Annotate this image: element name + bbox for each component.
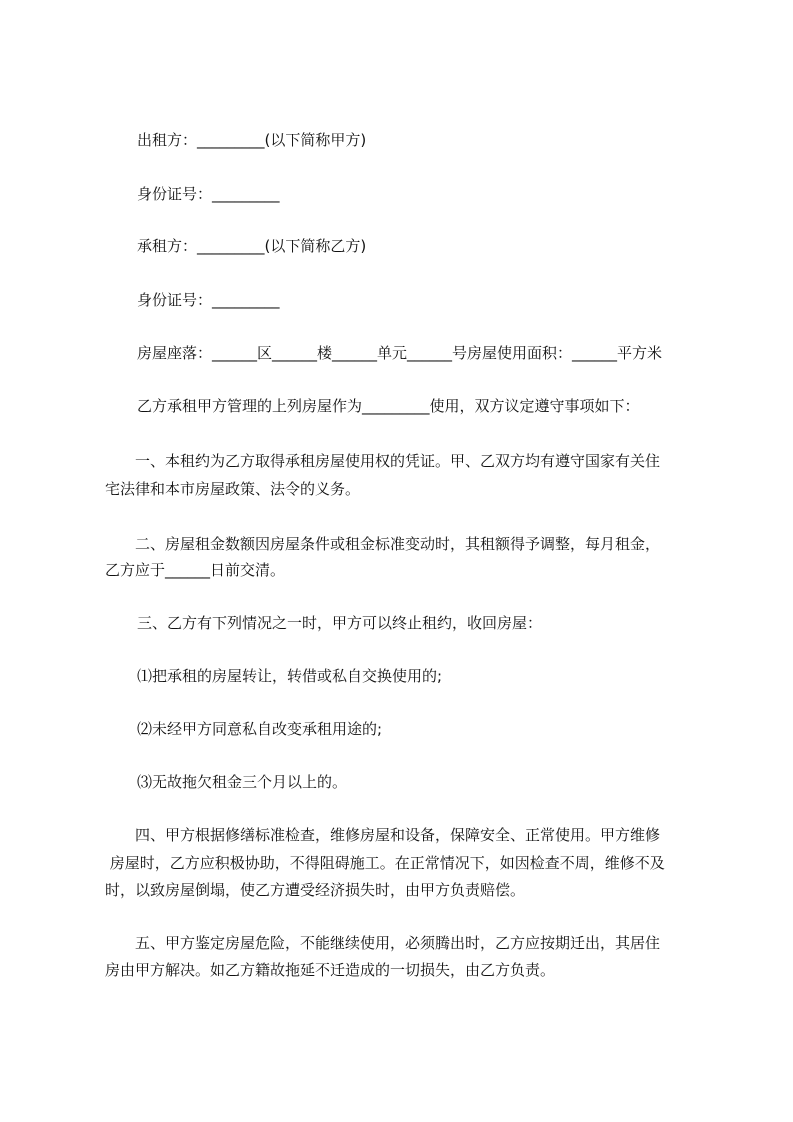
clause-4-line-1: 四、甲方根据修缮标准检查，维修房屋和设备，保障安全、正常使用。甲方维修 (135, 826, 661, 844)
lessor-id-line: 身份证号：_________ (137, 185, 280, 203)
lessee-line: 承租方：_________(以下简称乙方) (137, 237, 367, 255)
clause-3-item-2: ⑵未经甲方同意私自改变承租用途的; (137, 720, 383, 738)
clause-4-line-2: 房屋时，乙方应积极协助，不得阻碍施工。在正常情况下，如因检查不周，维修不及 (105, 854, 665, 872)
intro-line: 乙方承租甲方管理的上列房屋作为_________使用，双方议定遵守事项如下： (137, 397, 640, 415)
clause-3-item-1: ⑴把承租的房屋转让，转借或私自交换使用的; (137, 667, 443, 685)
lessee-id-line: 身份证号：_________ (137, 291, 280, 309)
clause-3-item-3: ⑶无故拖欠租金三个月以上的。 (137, 773, 348, 791)
clause-2-line-1: 二、房屋租金数额因房屋条件或租金标准变动时，其租额得予调整，每月租金， (135, 535, 661, 553)
clause-2-line-2: 乙方应于______日前交清。 (105, 561, 286, 579)
clause-1-line-1: 一、本租约为乙方取得承租房屋使用权的凭证。甲、乙双方均有遵守国家有关住 (135, 452, 661, 470)
clause-3-line: 三、乙方有下列情况之一时，甲方可以终止租约，收回房屋： (137, 614, 543, 632)
clause-1-line-2: 宅法律和本市房屋政策、法令的义务。 (105, 480, 361, 498)
clause-5-line-1: 五、甲方鉴定房屋危险，不能继续使用，必须腾出时，乙方应按期迁出，其居住 (135, 934, 661, 952)
clause-5-line-2: 房由甲方解决。如乙方籍故拖延不迁造成的一切损失，由乙方负责。 (105, 961, 556, 979)
lessor-line: 出租方：_________(以下简称甲方) (137, 131, 367, 149)
clause-4-line-3: 时，以致房屋倒塌，使乙方遭受经济损失时，由甲方负责赔偿。 (105, 881, 526, 899)
property-location-line: 房屋座落：______区______楼______单元______号房屋使用面积：______平方米 (137, 344, 663, 362)
